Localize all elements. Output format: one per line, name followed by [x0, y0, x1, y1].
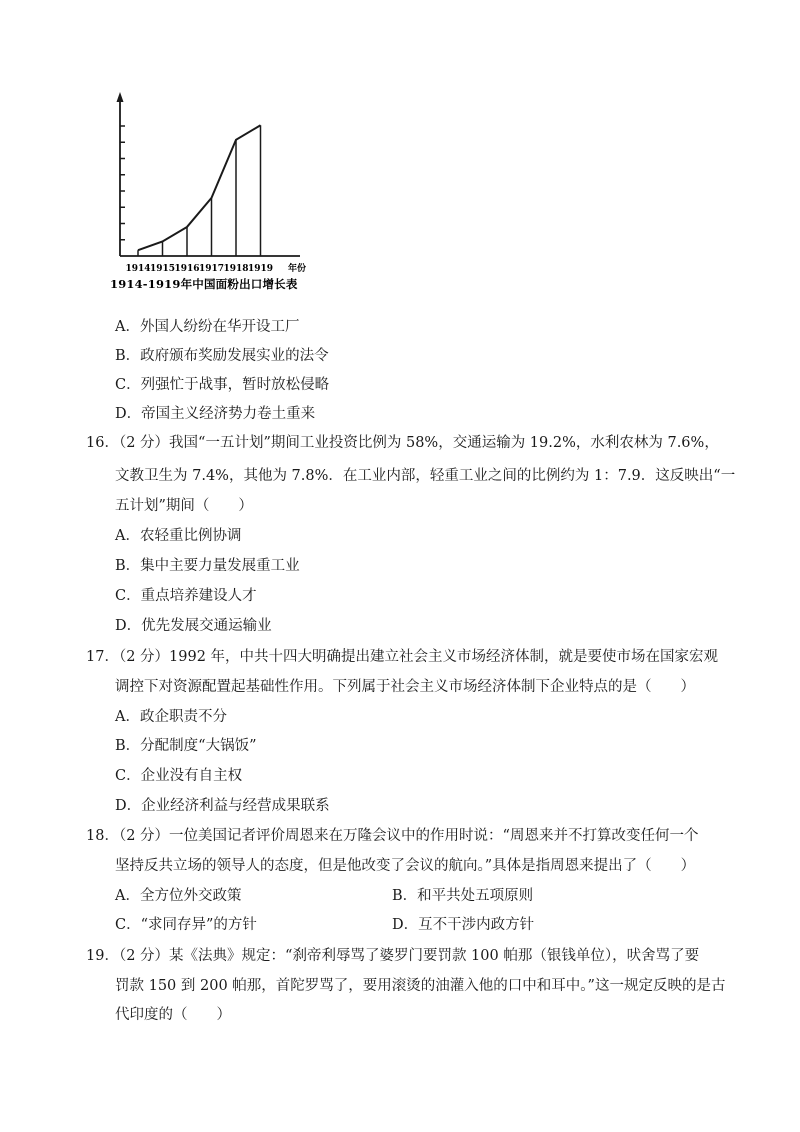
flour-export-chart: [100, 88, 330, 298]
option-text: 重点培养建设人才: [140, 588, 257, 604]
q17-option-c: [115, 766, 242, 786]
option-text: 互不干涉内政方针: [418, 917, 535, 933]
option-letter: D．: [115, 798, 142, 814]
q16-stem-line-2: 文教卫生为 7.4%，其他为 7.8%．在工业内部，轻重工业之间的比例约为 1：7.9．这反映出“一: [115, 468, 736, 484]
q19-stem-line-3: 代印度的（ ）: [115, 1007, 231, 1023]
option-letter: D．: [115, 406, 142, 422]
chart-title: 1914-1919年中国面粉出口增长表: [110, 277, 298, 291]
q16-option-c: [115, 586, 257, 606]
option-letter: A．: [115, 888, 140, 904]
option-text: 政府颁布奖励发展实业的法令: [140, 348, 329, 364]
q16-option-b: [115, 556, 300, 576]
chart-y-axis-arrow: [117, 92, 124, 102]
option-text: 外国人纷纷在华开设工厂: [139, 319, 300, 335]
option-letter: D．: [392, 917, 419, 933]
option-text: 列强忙于战事，暂时放松侵略: [140, 377, 330, 393]
chart-axes: [117, 92, 301, 256]
option-letter: C．: [115, 588, 141, 604]
q16-option-d: [115, 616, 272, 636]
option-text: 企业没有自主权: [140, 768, 243, 784]
q18-stem-line-1: 18．（2 分）一位美国记者评价周恩来在万隆会议中的作用时说：“周恩来并不打算改变任何一个: [86, 828, 699, 844]
q17-option-b: [115, 736, 256, 756]
q18-option-d: [392, 915, 534, 935]
option-letter: B．: [115, 738, 141, 754]
option-text: 集中主要力量发展重工业: [140, 558, 300, 574]
option-text: 农轻重比例协调: [139, 528, 242, 544]
q16-stem-line-1: 16．（2 分）我国“一五计划”期间工业投资比例为 58%，交通运输为 19.2%，水利农林为 7.6%，: [86, 435, 719, 451]
option-text: 政企职责不分: [139, 709, 227, 725]
q15-option-c: [115, 375, 329, 395]
q17-stem-line-2: 调控下对资源配置起基础性作用。下列属于社会主义市场经济体制下企业特点的是（ ）: [115, 679, 695, 695]
option-letter: C．: [115, 377, 141, 393]
chart-drop-lines: [138, 125, 261, 256]
option-text: 和平共处五项原则: [417, 888, 534, 904]
q15-option-b: [115, 346, 329, 366]
option-letter: A．: [115, 319, 140, 335]
option-text: 全方位外交政策: [139, 888, 242, 904]
q16-stem-line-3: 五计划”期间（ ）: [115, 498, 253, 514]
option-letter: B．: [115, 558, 141, 574]
option-letter: C．: [115, 768, 141, 784]
q15-option-a: [115, 317, 299, 337]
option-text: “求同存异”的方针: [140, 917, 257, 933]
q18-option-c: [115, 915, 257, 935]
q18-stem-line-2: 坚持反共立场的领导人的态度，但是他改变了会议的航向。”具体是指周恩来提出了（ ）: [115, 858, 696, 874]
q18-option-b: [392, 886, 533, 906]
option-text: 优先发展交通运输业: [141, 618, 272, 634]
option-letter: B．: [115, 348, 141, 364]
q17-option-d: [115, 796, 330, 816]
chart-series-line: [138, 125, 261, 250]
q15-option-d: [115, 404, 315, 424]
q18-option-a: [115, 886, 241, 906]
chart-x-tick-label: 1916: [174, 264, 200, 274]
chart-x-tick-label: 1915: [149, 264, 176, 274]
chart-x-unit-label: 年份: [288, 264, 307, 274]
chart-x-tick-label: 1918: [223, 264, 249, 274]
option-letter: C．: [115, 917, 141, 933]
option-text: 帝国主义经济势力卷土重来: [141, 406, 316, 422]
option-text: 分配制度“大锅饭”: [140, 738, 257, 754]
option-letter: D．: [115, 618, 142, 634]
q16-option-a: [115, 526, 241, 546]
q19-stem-line-1: 19．（2 分）某《法典》规定：“刹帝利辱骂了婆罗门要罚款 100 帕那（银钱单位），吠舍骂了要: [86, 948, 700, 964]
option-letter: A．: [115, 709, 140, 725]
chart-x-tick-label: 1914: [125, 264, 151, 274]
option-letter: B．: [392, 888, 418, 904]
q19-stem-line-2: 罚款 150 到 200 帕那，首陀罗骂了，要用滚烫的油灌入他的口中和耳中。”这一规定反映的是古: [115, 978, 726, 994]
q17-stem-line-1: 17．（2 分）1992 年，中共十四大明确提出建立社会主义市场经济体制，就是要使市场在国家宏观: [86, 649, 719, 665]
chart-x-tick-label: 1919: [247, 264, 274, 274]
option-text: 企业经济利益与经营成果联系: [141, 798, 330, 814]
option-letter: A．: [115, 528, 140, 544]
q17-option-a: [115, 707, 227, 727]
chart-x-tick-labels: [125, 264, 273, 274]
chart-x-tick-label: 1917: [198, 264, 225, 274]
